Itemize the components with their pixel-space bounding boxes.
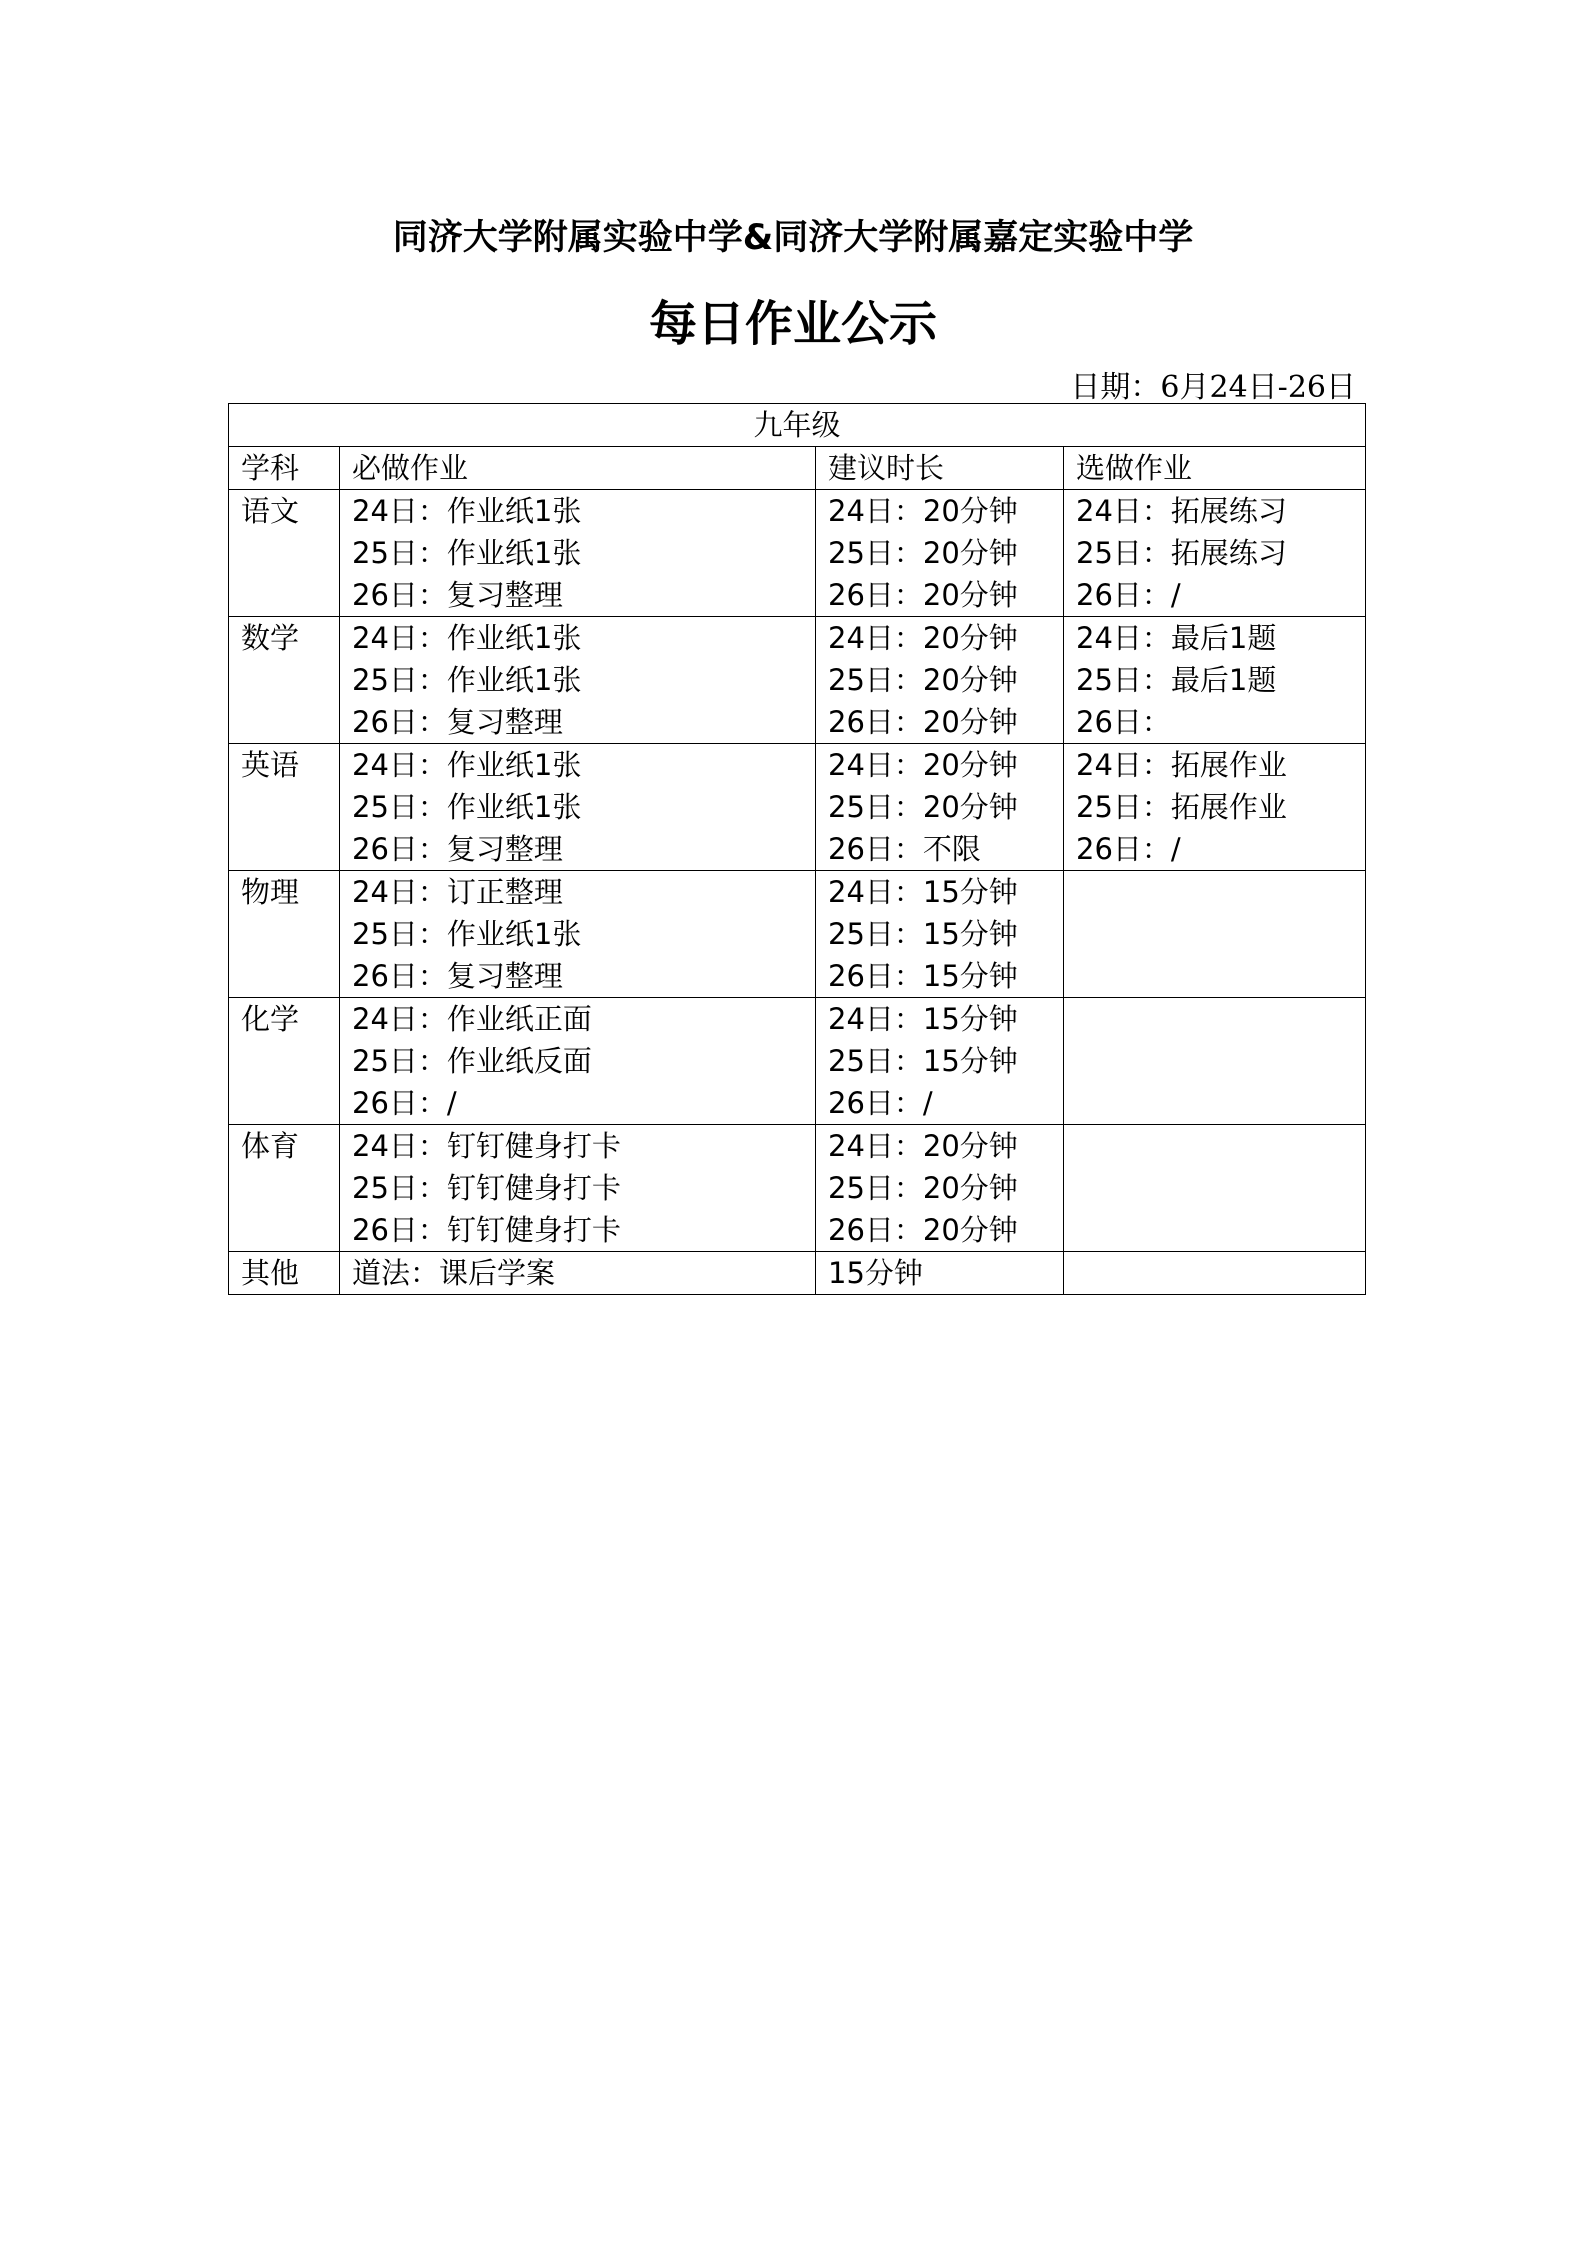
- duration-cell-line: 24日：15分钟: [828, 1002, 1018, 1036]
- required-cell: [340, 617, 816, 744]
- required-cell-line: 25日：钉钉健身打卡: [352, 1171, 621, 1205]
- duration-cell-line: 24日：20分钟: [828, 494, 1018, 528]
- optional-cell-line: 25日：最后1题: [1076, 663, 1277, 697]
- duration-cell: [816, 1125, 1064, 1252]
- duration-cell-line: 24日：20分钟: [828, 748, 1018, 782]
- optional-cell: [1064, 998, 1366, 1125]
- optional-cell-line: 24日：最后1题: [1076, 621, 1277, 655]
- required-cell-line: 26日：复习整理: [352, 705, 563, 739]
- optional-cell-line: [1076, 998, 1353, 1040]
- required-cell-line: 26日：/: [352, 1086, 457, 1120]
- optional-cell-line: [1076, 1082, 1353, 1124]
- subject-cell: 语文: [229, 490, 340, 617]
- required-cell-line: 道法：课后学案: [352, 1256, 556, 1290]
- duration-cell-line: 26日：/: [828, 1086, 933, 1120]
- required-cell-line: 26日：复习整理: [352, 578, 563, 612]
- duration-cell-line: 15分钟: [828, 1256, 923, 1290]
- subject-cell: 体育: [229, 1125, 340, 1252]
- grade-row: [229, 404, 1366, 447]
- required-cell-line: 24日：作业纸正面: [352, 1002, 592, 1036]
- required-cell-line: 26日：钉钉健身打卡: [352, 1213, 621, 1247]
- required-cell-line: 24日：作业纸1张: [352, 748, 582, 782]
- duration-cell-line: 25日：20分钟: [828, 663, 1018, 697]
- optional-cell: [1064, 871, 1366, 998]
- required-cell-line: 24日：订正整理: [352, 875, 563, 909]
- required-cell: [340, 998, 816, 1125]
- optional-cell: [1064, 1252, 1366, 1295]
- optional-cell: [1064, 744, 1366, 871]
- required-cell-line: 25日：作业纸1张: [352, 790, 582, 824]
- optional-cell-line: [1076, 1125, 1353, 1167]
- duration-cell: [816, 490, 1064, 617]
- duration-cell-line: 24日：20分钟: [828, 1129, 1018, 1163]
- duration-cell-line: 26日：20分钟: [828, 1213, 1018, 1247]
- subject-cell: 英语: [229, 744, 340, 871]
- optional-cell-line: [1076, 955, 1353, 997]
- optional-cell-line: 26日：/: [1076, 832, 1181, 866]
- duration-cell: [816, 617, 1064, 744]
- header-row: [229, 447, 1366, 490]
- required-cell: [340, 1252, 816, 1295]
- duration-cell-line: 25日：20分钟: [828, 536, 1018, 570]
- duration-cell: [816, 744, 1064, 871]
- optional-cell: [1064, 1125, 1366, 1252]
- optional-cell-line: [1076, 1167, 1353, 1209]
- duration-cell-line: 26日：不限: [828, 832, 981, 866]
- duration-cell-line: 26日：20分钟: [828, 705, 1018, 739]
- table-row: [229, 998, 1366, 1125]
- optional-cell-line: 26日：: [1076, 705, 1171, 739]
- subject-cell: 物理: [229, 871, 340, 998]
- optional-cell-line: [1076, 1040, 1353, 1082]
- optional-cell-line: [1076, 1252, 1353, 1294]
- required-cell-line: 24日：作业纸1张: [352, 621, 582, 655]
- page-title: 每日作业公示: [648, 296, 937, 352]
- duration-cell: [816, 998, 1064, 1125]
- required-cell: [340, 871, 816, 998]
- column-header-optional: 选做作业: [1064, 447, 1366, 490]
- duration-cell-line: 26日：20分钟: [828, 578, 1018, 612]
- duration-cell: [816, 871, 1064, 998]
- duration-cell-line: 25日：15分钟: [828, 917, 1018, 951]
- duration-cell-line: 24日：15分钟: [828, 875, 1018, 909]
- required-cell-line: 24日：钉钉健身打卡: [352, 1129, 621, 1163]
- optional-cell-line: 25日：拓展作业: [1076, 790, 1287, 824]
- duration-cell-line: 24日：20分钟: [828, 621, 1018, 655]
- school-name: 同济大学附属实验中学&同济大学附属嘉定实验中学: [392, 218, 1194, 258]
- table-row: [229, 1252, 1366, 1295]
- subject-cell: 数学: [229, 617, 340, 744]
- optional-cell-line: 24日：拓展作业: [1076, 748, 1287, 782]
- optional-cell-line: 24日：拓展练习: [1076, 494, 1287, 528]
- optional-cell-line: [1076, 871, 1353, 913]
- homework-table: [228, 403, 1366, 1295]
- required-cell-line: 25日：作业纸反面: [352, 1044, 592, 1078]
- grade-label: 九年级: [229, 404, 1366, 447]
- optional-cell: [1064, 617, 1366, 744]
- subject-cell: 化学: [229, 998, 340, 1125]
- required-cell-line: 25日：作业纸1张: [352, 917, 582, 951]
- table-row: [229, 617, 1366, 744]
- column-header-subject: 学科: [229, 447, 340, 490]
- required-cell: [340, 490, 816, 617]
- optional-cell-line: [1076, 1209, 1353, 1251]
- required-cell: [340, 1125, 816, 1252]
- optional-cell-line: 26日：/: [1076, 578, 1181, 612]
- table-row: [229, 1125, 1366, 1252]
- required-cell-line: 25日：作业纸1张: [352, 536, 582, 570]
- optional-cell-line: 25日：拓展练习: [1076, 536, 1287, 570]
- subject-cell: 其他: [229, 1252, 340, 1295]
- optional-cell: [1064, 490, 1366, 617]
- table-row: [229, 744, 1366, 871]
- required-cell-line: 26日：复习整理: [352, 832, 563, 866]
- required-cell: [340, 744, 816, 871]
- duration-cell-line: 25日：20分钟: [828, 1171, 1018, 1205]
- duration-cell-line: 25日：20分钟: [828, 790, 1018, 824]
- required-cell-line: 26日：复习整理: [352, 959, 563, 993]
- duration-cell-line: 26日：15分钟: [828, 959, 1018, 993]
- required-cell-line: 25日：作业纸1张: [352, 663, 582, 697]
- table-row: [229, 490, 1366, 617]
- optional-cell-line: [1076, 913, 1353, 955]
- duration-cell: [816, 1252, 1064, 1295]
- column-header-required: 必做作业: [340, 447, 816, 490]
- column-header-duration: 建议时长: [816, 447, 1064, 490]
- duration-cell-line: 25日：15分钟: [828, 1044, 1018, 1078]
- required-cell-line: 24日：作业纸1张: [352, 494, 582, 528]
- table-row: [229, 871, 1366, 998]
- date-range: 日期：6月24日-26日: [1070, 370, 1356, 405]
